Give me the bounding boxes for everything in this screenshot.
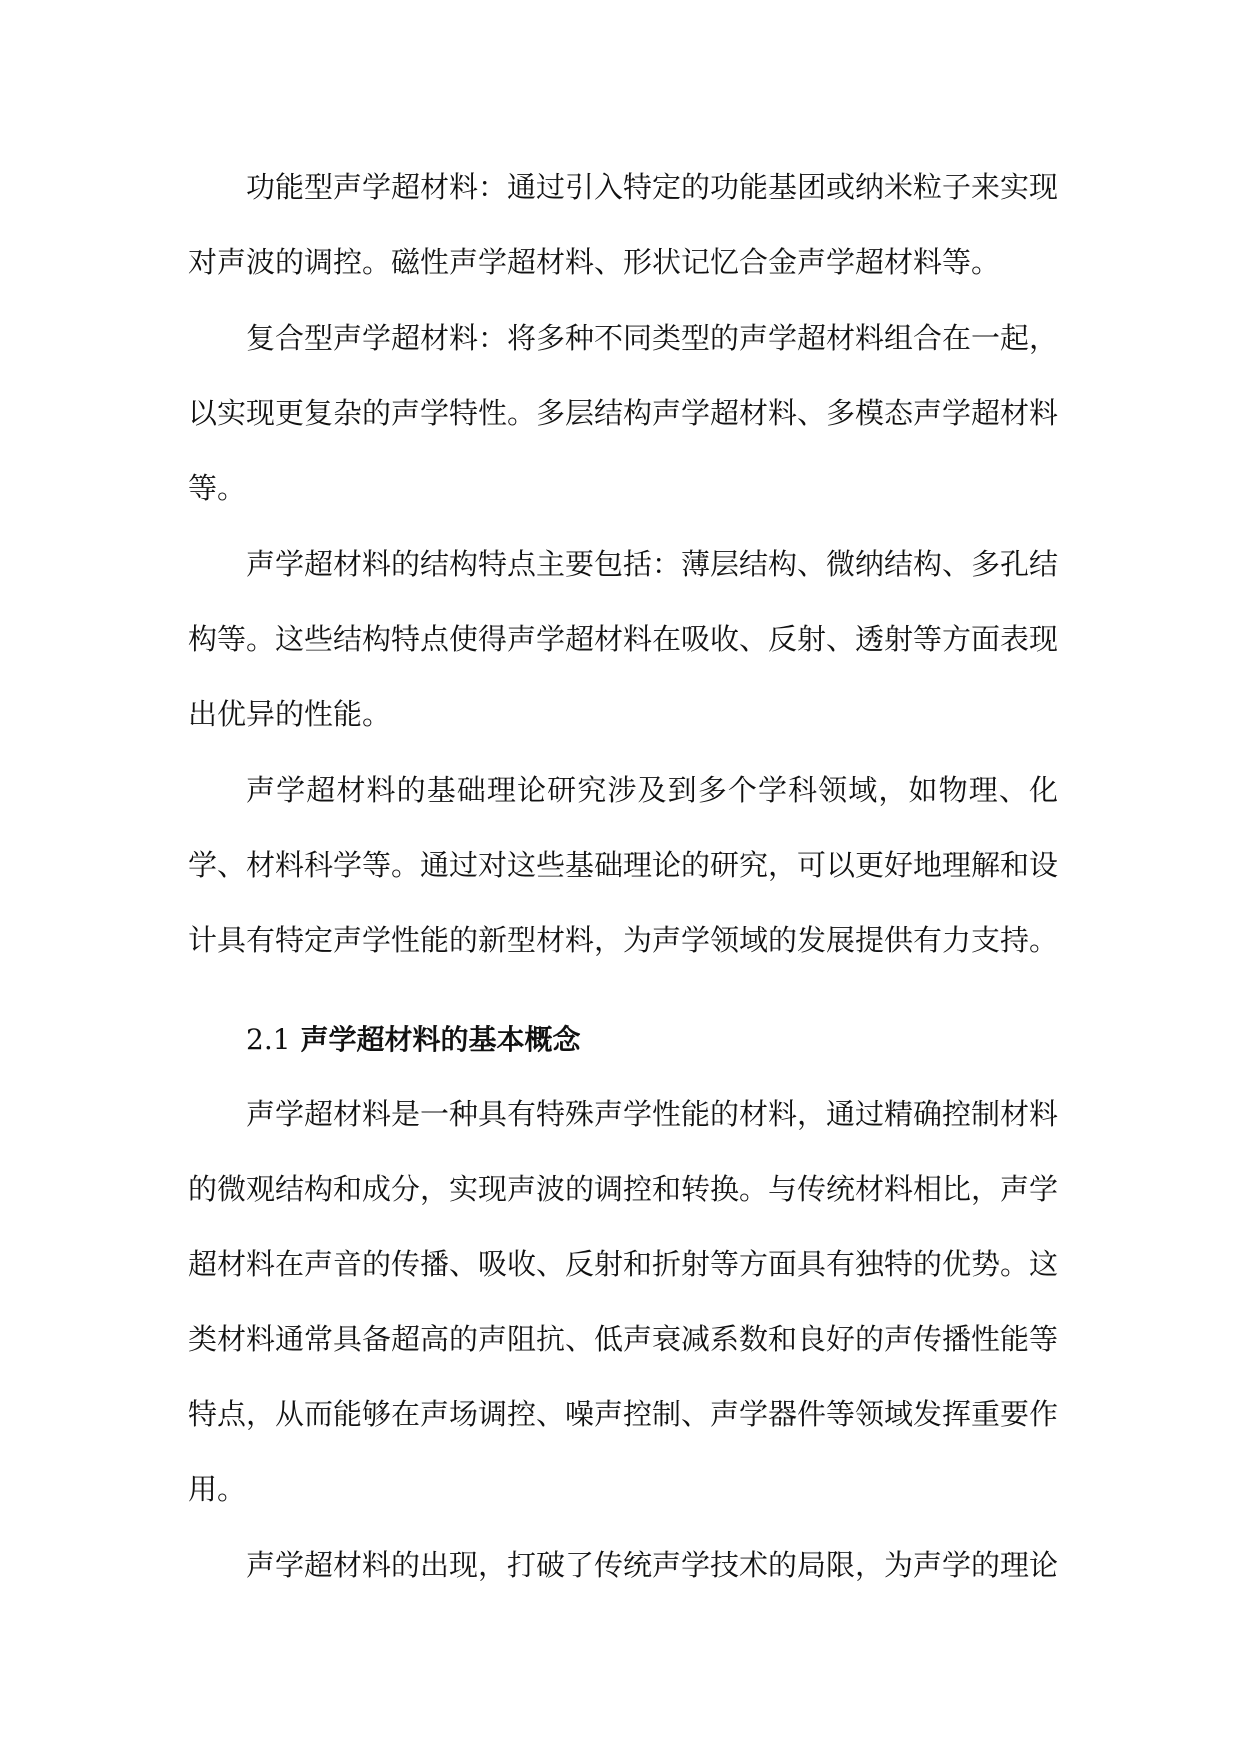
paragraph-composite-metamaterials: 复合型声学超材料：将多种不同类型的声学超材料组合在一起，以实现更复杂的声学特性。多层结构声学超材料、多模态声学超材料等。 bbox=[188, 321, 1059, 505]
paragraph-functional-metamaterials: 功能型声学超材料：通过引入特定的功能基团或纳米粒子来实现对声波的调控。磁性声学超材料、形状记忆合金声学超材料等。 bbox=[188, 170, 1059, 279]
paragraph-significance: 声学超材料的出现，打破了传统声学技术的局限，为声学的理论 bbox=[246, 1548, 1059, 1582]
section-title: 声学超材料的基本概念 bbox=[300, 1023, 581, 1056]
section-number: 2.1 bbox=[246, 1023, 291, 1056]
section-heading bbox=[188, 1002, 1058, 1077]
document-page bbox=[188, 150, 1058, 1604]
paragraph-basic-theory: 声学超材料的基础理论研究涉及到多个学科领域，如物理、化学、材料科学等。通过对这些基础理论的研究，可以更好地理解和设计具有特定声学性能的新型材料，为声学领域的发展提供有力支持。 bbox=[188, 773, 1059, 957]
paragraph-definition: 声学超材料是一种具有特殊声学性能的材料，通过精确控制材料的微观结构和成分，实现声波的调控和转换。与传统材料相比，声学超材料在声音的传播、吸收、反射和折射等方面具有独特的优势。这类材料通常具备超高的声阻抗、低声衰减系数和良好的声传播性能等特点，从而能够在声场调控、噪声控制、声学器件等领域发挥重要作用。 bbox=[188, 1097, 1059, 1506]
paragraph-structural-features: 声学超材料的结构特点主要包括：薄层结构、微纳结构、多孔结构等。这些结构特点使得声学超材料在吸收、反射、透射等方面表现出优异的性能。 bbox=[188, 547, 1059, 731]
